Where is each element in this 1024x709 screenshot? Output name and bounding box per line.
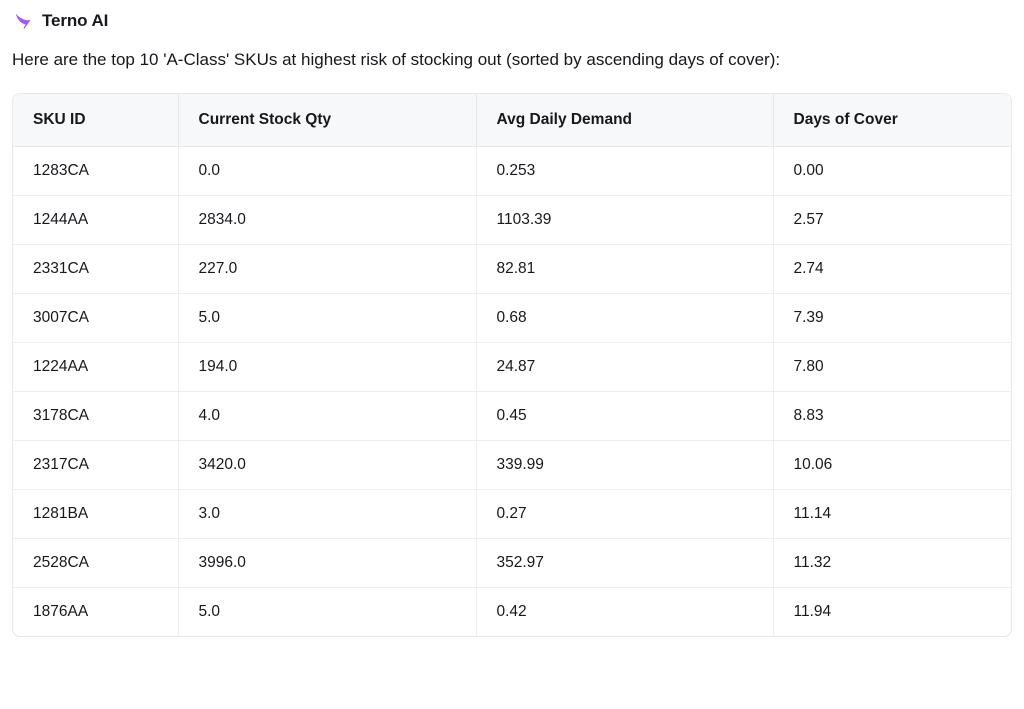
table-row bbox=[13, 588, 1011, 637]
cell-days-of-cover: 8.83 bbox=[773, 392, 1011, 441]
table-row bbox=[13, 490, 1011, 539]
cell-sku-id: 3178CA bbox=[13, 392, 178, 441]
cell-avg-daily-demand: 0.42 bbox=[476, 588, 773, 637]
terno-leaf-logo-icon bbox=[12, 10, 34, 32]
cell-days-of-cover: 7.39 bbox=[773, 294, 1011, 343]
cell-current-stock-qty: 4.0 bbox=[178, 392, 476, 441]
cell-days-of-cover: 10.06 bbox=[773, 441, 1011, 490]
column-header-current-stock-qty: Current Stock Qty bbox=[178, 94, 476, 147]
cell-sku-id: 1224AA bbox=[13, 343, 178, 392]
cell-days-of-cover: 11.94 bbox=[793, 603, 832, 621]
sku-risk-table-container bbox=[12, 93, 1012, 637]
cell-avg-daily-demand: 0.27 bbox=[476, 490, 773, 539]
cell-avg-daily-demand: 24.87 bbox=[476, 343, 773, 392]
cell-days-of-cover: 11.32 bbox=[773, 539, 1011, 588]
table-row bbox=[13, 294, 1011, 343]
cell-avg-daily-demand: 1103.39 bbox=[476, 196, 773, 245]
assistant-header bbox=[12, 10, 1012, 32]
column-header-sku-id: SKU ID bbox=[13, 94, 178, 147]
cell-sku-id: 1244AA bbox=[13, 196, 178, 245]
column-header-avg-daily-demand: Avg Daily Demand bbox=[476, 94, 773, 147]
cell-sku-id: 2331CA bbox=[13, 245, 178, 294]
cell-current-stock-qty: 2834.0 bbox=[178, 196, 476, 245]
table-header-row bbox=[13, 94, 1011, 147]
table-row bbox=[13, 196, 1011, 245]
cell-current-stock-qty: 194.0 bbox=[178, 343, 476, 392]
assistant-name: Terno AI bbox=[42, 11, 109, 30]
table-row bbox=[13, 539, 1011, 588]
cell-sku-id: 1283CA bbox=[13, 147, 178, 196]
cell-current-stock-qty: 3420.0 bbox=[178, 441, 476, 490]
table-row bbox=[13, 245, 1011, 294]
cell-current-stock-qty: 3.0 bbox=[178, 490, 476, 539]
cell-sku-id: 2528CA bbox=[13, 539, 178, 588]
response-intro-text: Here are the top 10 'A-Class' SKUs at highest risk of stocking out (sorted by ascending days of cover): bbox=[12, 50, 781, 69]
cell-days-of-cover: 11.14 bbox=[773, 490, 1011, 539]
cell-avg-daily-demand: 339.99 bbox=[476, 441, 773, 490]
cell-current-stock-qty: 5.0 bbox=[178, 588, 476, 637]
cell-avg-daily-demand: 0.68 bbox=[476, 294, 773, 343]
table-row bbox=[13, 441, 1011, 490]
cell-sku-id: 3007CA bbox=[13, 294, 178, 343]
cell-current-stock-qty: 0.0 bbox=[178, 147, 476, 196]
cell-days-of-cover: 2.57 bbox=[773, 196, 1011, 245]
cell-avg-daily-demand: 82.81 bbox=[476, 245, 773, 294]
sku-risk-table bbox=[13, 94, 1011, 636]
cell-current-stock-qty: 227.0 bbox=[178, 245, 476, 294]
table-row bbox=[13, 392, 1011, 441]
cell-avg-daily-demand: 352.97 bbox=[476, 539, 773, 588]
table-body bbox=[13, 147, 1011, 637]
table-row bbox=[13, 147, 1011, 196]
cell-avg-daily-demand: 0.253 bbox=[476, 147, 773, 196]
cell-sku-id: 2317CA bbox=[13, 441, 178, 490]
cell-days-of-cover: 0.00 bbox=[773, 147, 1011, 196]
table-row bbox=[13, 343, 1011, 392]
cell-sku-id: 1281BA bbox=[13, 490, 178, 539]
column-header-days-of-cover: Days of Cover bbox=[773, 94, 1011, 147]
cell-avg-daily-demand: 0.45 bbox=[476, 392, 773, 441]
cell-days-of-cover: 2.74 bbox=[773, 245, 1011, 294]
cell-current-stock-qty: 5.0 bbox=[178, 294, 476, 343]
cell-current-stock-qty: 3996.0 bbox=[178, 539, 476, 588]
cell-days-of-cover: 7.80 bbox=[773, 343, 1011, 392]
table-header bbox=[13, 94, 1011, 147]
cell-sku-id: 1876AA bbox=[13, 588, 178, 637]
